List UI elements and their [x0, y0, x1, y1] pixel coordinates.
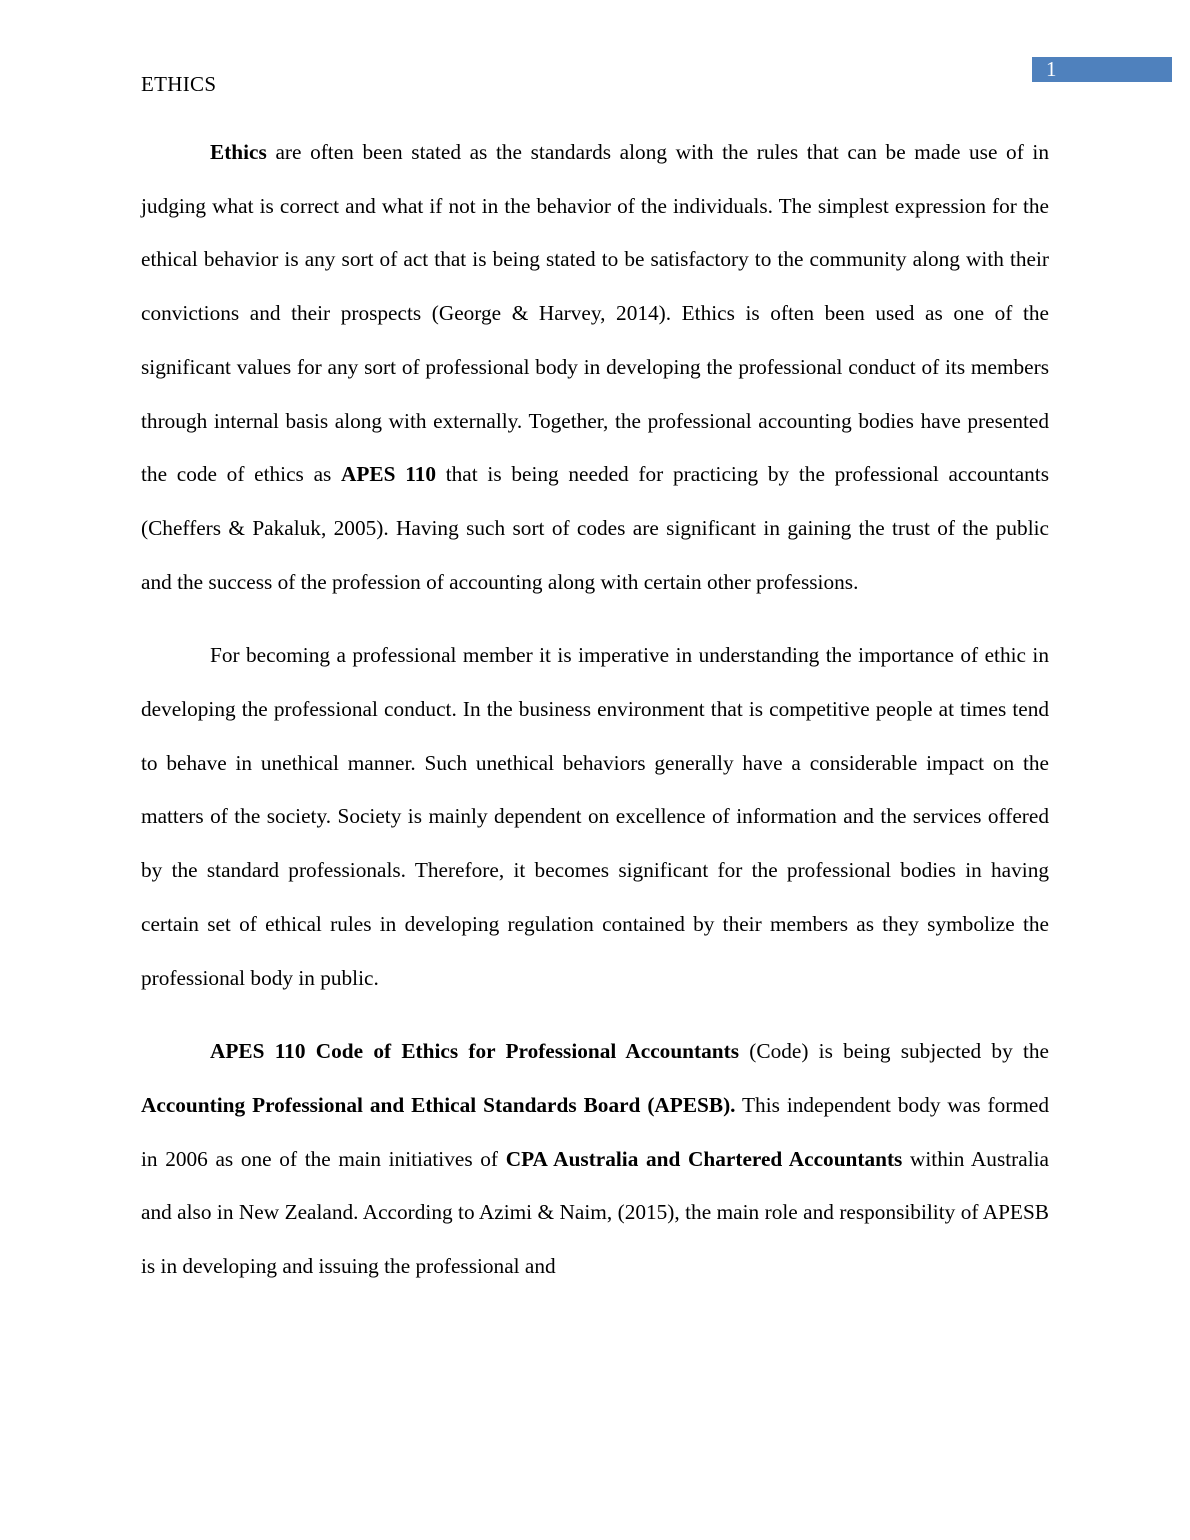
document-body — [141, 126, 1049, 1314]
paragraph-apes-110 — [141, 1025, 1049, 1294]
page-number-box — [1032, 57, 1172, 82]
text-run: (Code) is being subjected by the — [739, 1039, 1050, 1064]
bold-text-run: APES 110 — [341, 462, 436, 487]
paragraph-ethics-definition — [141, 126, 1049, 609]
bold-text-run: Ethics — [210, 140, 267, 164]
text-run: within Australia and also in New Zealand. According to Azimi & Naim, (2015), the main role and responsibility of APESB is in developing and issuing the professional and — [141, 1146, 1049, 1279]
bold-text-run: CPA Australia and Chartered Accountants — [505, 1146, 903, 1171]
bold-text-run: APES 110 Code of Ethics for Professional Accountants — [210, 1039, 739, 1064]
bold-text-run: Accounting Professional and Ethical Standards Board (APESB). — [141, 1092, 736, 1117]
page-number: 1 — [1046, 57, 1057, 81]
text-run: that is being needed for practicing by the professional accountants (Cheffers & Pakaluk, 2005). Having such sort of codes are significant in gaining the trust of the public and the success of the profession of accounting along with certain other professions. — [141, 462, 1049, 594]
text-run: This independent body was formed in 2006 as one of the main initiatives of — [141, 1092, 1049, 1171]
running-head-title: ETHICS — [141, 72, 217, 96]
text-run: are often been stated as the standards along with the rules that can be made use of in judging what is correct and what if not in the behavior of the individuals. The simplest expression for the ethical behavior is any sort of act that is being stated to be satisfactory to the community along with their convictions and their prospects (George & Harvey, 2014). Ethics is often been used as one of the significant values for any sort of professional body in developing the professional conduct of its members through internal basis along with externally. Together, the professional accounting bodies have presented the code of ethics as — [141, 140, 1049, 487]
text-run: For becoming a professional member it is imperative in understanding the importance of ethic in developing the professional conduct. In the business environment that is competitive people at times tend to behave in unethical manner. Such unethical behaviors generally have a considerable impact on the matters of the society. Society is mainly dependent on excellence of information and the services offered by the standard professionals. Therefore, it becomes significant for the professional bodies in having certain set of ethical rules in developing regulation contained by their members as they symbolize the professional body in public. — [141, 643, 1049, 990]
paragraph-professional-member — [141, 629, 1049, 1005]
